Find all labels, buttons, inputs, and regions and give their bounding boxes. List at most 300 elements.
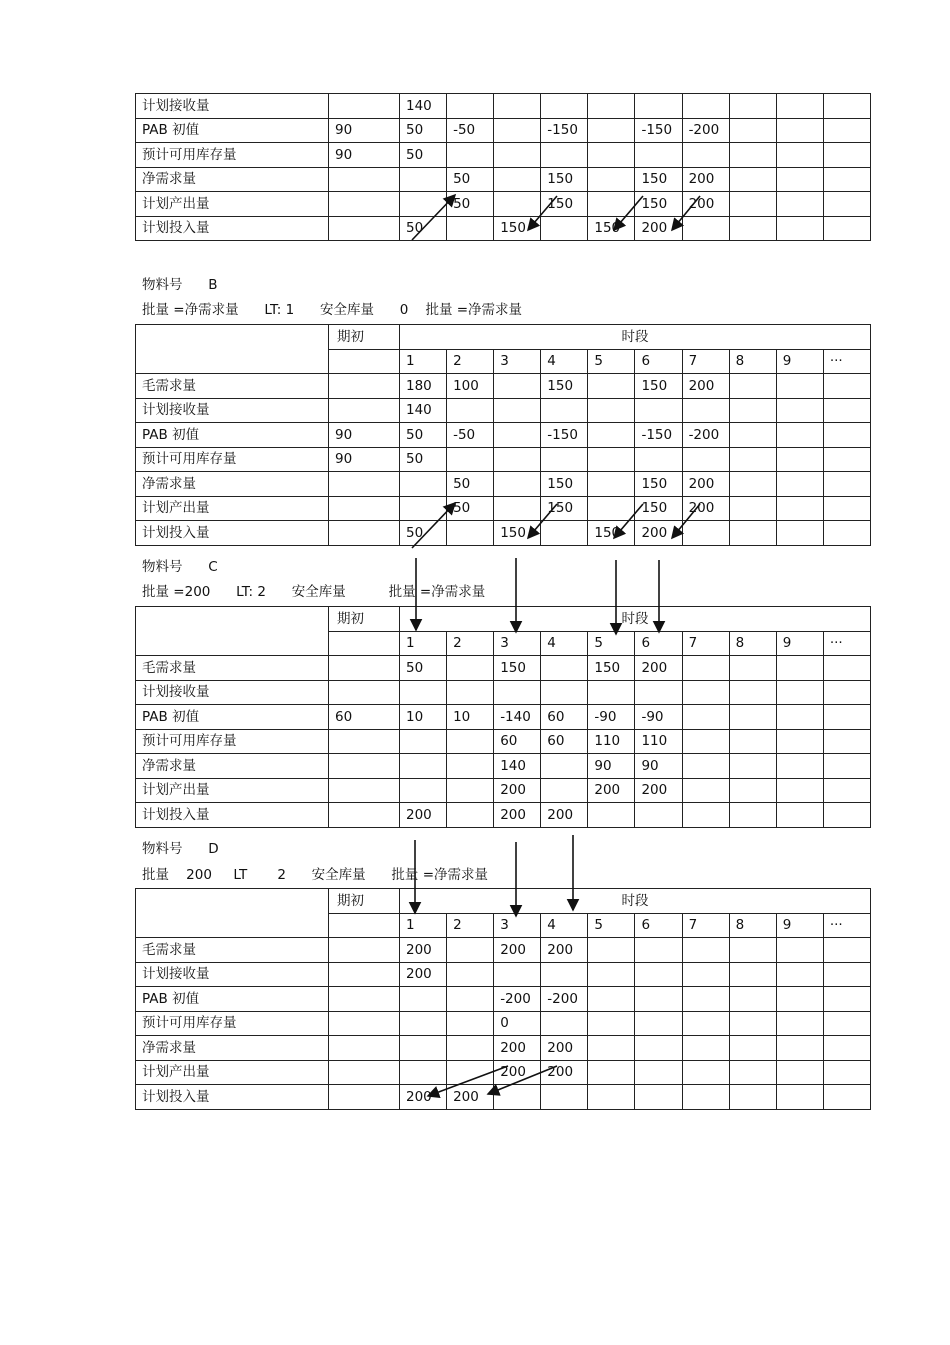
initial-value xyxy=(329,216,400,241)
period-value xyxy=(541,778,588,803)
period-value xyxy=(588,167,635,192)
row-label: 计划投入量 xyxy=(136,521,329,546)
row-label: 毛需求量 xyxy=(136,938,329,963)
period-value: 10 xyxy=(400,705,447,730)
period-value xyxy=(776,705,823,730)
period-value: 200 xyxy=(635,656,682,681)
initial-value xyxy=(329,496,400,521)
period-value: 140 xyxy=(400,94,447,119)
table-row xyxy=(136,705,871,730)
period-value xyxy=(400,1060,447,1085)
period-value xyxy=(729,803,776,828)
table-row xyxy=(136,447,871,472)
period-value xyxy=(588,496,635,521)
period-value: 200 xyxy=(447,1085,494,1110)
period-value: 110 xyxy=(588,729,635,754)
table-row xyxy=(136,94,871,119)
period-value: 200 xyxy=(494,803,541,828)
period-number: 2 xyxy=(447,349,494,374)
period-value xyxy=(776,374,823,399)
period-value xyxy=(729,1060,776,1085)
period-value xyxy=(776,521,823,546)
period-value xyxy=(400,1011,447,1036)
period-value: 200 xyxy=(541,1060,588,1085)
period-value: -90 xyxy=(588,705,635,730)
period-value xyxy=(682,803,729,828)
initial-value xyxy=(329,754,400,779)
period-value: 60 xyxy=(541,705,588,730)
period-value xyxy=(682,521,729,546)
period-value: -150 xyxy=(541,423,588,448)
table-row xyxy=(136,1036,871,1061)
period-value xyxy=(400,167,447,192)
period-value: -150 xyxy=(541,118,588,143)
period-value xyxy=(588,938,635,963)
period-value: 140 xyxy=(494,754,541,779)
period-value xyxy=(635,962,682,987)
period-value xyxy=(682,1085,729,1110)
period-value xyxy=(400,754,447,779)
period-value xyxy=(682,143,729,168)
period-value: 200 xyxy=(494,1060,541,1085)
period-value: 50 xyxy=(400,216,447,241)
period-value xyxy=(541,1085,588,1110)
period-value: 150 xyxy=(635,496,682,521)
period-value xyxy=(729,447,776,472)
period-value xyxy=(494,374,541,399)
period-value: 0 xyxy=(494,1011,541,1036)
period-value xyxy=(494,143,541,168)
period-number: 2 xyxy=(447,631,494,656)
material-b-mrp-table xyxy=(135,324,871,546)
period-value xyxy=(588,143,635,168)
period-value xyxy=(588,398,635,423)
initial-value xyxy=(329,1085,400,1110)
period-value xyxy=(823,496,870,521)
period-number: 9 xyxy=(776,913,823,938)
period-value xyxy=(729,1036,776,1061)
period-value xyxy=(588,94,635,119)
period-value xyxy=(682,216,729,241)
period-value xyxy=(682,94,729,119)
period-value: 60 xyxy=(541,729,588,754)
period-value xyxy=(682,398,729,423)
period-value: 180 xyxy=(400,374,447,399)
period-value xyxy=(682,656,729,681)
period-value xyxy=(776,118,823,143)
period-value xyxy=(447,680,494,705)
period-value xyxy=(541,94,588,119)
period-value xyxy=(541,656,588,681)
initial-value xyxy=(329,680,400,705)
period-value: 150 xyxy=(541,374,588,399)
period-value: -90 xyxy=(635,705,682,730)
period-value xyxy=(823,1085,870,1110)
period-number: 7 xyxy=(682,631,729,656)
material-d-label: 物料号 D xyxy=(142,841,219,857)
row-label: 计划接收量 xyxy=(136,94,329,119)
row-label: 预计可用库存量 xyxy=(136,1011,329,1036)
period-value xyxy=(823,1011,870,1036)
period-number: 3 xyxy=(494,631,541,656)
period-value: 150 xyxy=(588,521,635,546)
period-value: -140 xyxy=(494,705,541,730)
period-value xyxy=(494,423,541,448)
period-value xyxy=(588,1011,635,1036)
period-value xyxy=(776,472,823,497)
period-value: -50 xyxy=(447,423,494,448)
initial-value xyxy=(329,778,400,803)
period-number: ··· xyxy=(823,631,870,656)
material-c-mrp-table xyxy=(135,606,871,828)
period-value: -200 xyxy=(541,987,588,1012)
initial-value xyxy=(329,729,400,754)
row-label: 计划接收量 xyxy=(136,680,329,705)
material-c-label: 物料号 C xyxy=(142,559,218,575)
period-value xyxy=(823,374,870,399)
initial-value xyxy=(329,1036,400,1061)
period-value xyxy=(635,680,682,705)
period-value xyxy=(494,680,541,705)
material-d-mrp-table xyxy=(135,888,871,1110)
header-blank xyxy=(329,349,400,374)
period-value: 200 xyxy=(682,192,729,217)
period-value xyxy=(400,472,447,497)
period-value xyxy=(823,118,870,143)
period-value xyxy=(494,1085,541,1110)
period-value xyxy=(823,962,870,987)
period-value: 50 xyxy=(400,143,447,168)
row-label: 计划产出量 xyxy=(136,496,329,521)
period-value: 150 xyxy=(494,216,541,241)
period-value: -50 xyxy=(447,118,494,143)
row-label: 预计可用库存量 xyxy=(136,447,329,472)
period-value xyxy=(729,423,776,448)
period-value: 200 xyxy=(400,1085,447,1110)
period-value xyxy=(494,962,541,987)
period-value xyxy=(447,803,494,828)
period-value: 200 xyxy=(400,803,447,828)
table-row xyxy=(136,143,871,168)
initial-value xyxy=(329,1060,400,1085)
period-value xyxy=(400,778,447,803)
period-value xyxy=(588,962,635,987)
period-value xyxy=(776,496,823,521)
period-value: 200 xyxy=(635,778,682,803)
initial-value xyxy=(329,1011,400,1036)
period-value xyxy=(447,938,494,963)
period-number: 3 xyxy=(494,349,541,374)
period-value xyxy=(823,705,870,730)
header-period: 时段 xyxy=(400,325,871,350)
row-label: 净需求量 xyxy=(136,167,329,192)
period-number: 9 xyxy=(776,631,823,656)
period-number: 4 xyxy=(541,913,588,938)
period-value: 150 xyxy=(541,167,588,192)
period-value xyxy=(400,496,447,521)
initial-value: 90 xyxy=(329,118,400,143)
period-number: 4 xyxy=(541,349,588,374)
period-value xyxy=(729,656,776,681)
table-row xyxy=(136,778,871,803)
period-value xyxy=(588,1036,635,1061)
period-value xyxy=(776,729,823,754)
period-value xyxy=(729,1085,776,1110)
period-value: 150 xyxy=(588,656,635,681)
period-value xyxy=(823,94,870,119)
period-number: 8 xyxy=(729,631,776,656)
period-value xyxy=(588,118,635,143)
period-value xyxy=(447,1036,494,1061)
period-value xyxy=(823,938,870,963)
period-value xyxy=(823,167,870,192)
row-label: PAB 初值 xyxy=(136,705,329,730)
period-value xyxy=(823,1036,870,1061)
period-value xyxy=(635,938,682,963)
initial-value xyxy=(329,521,400,546)
period-value: -200 xyxy=(494,987,541,1012)
period-value xyxy=(729,754,776,779)
row-label: 毛需求量 xyxy=(136,374,329,399)
period-value: -150 xyxy=(635,423,682,448)
period-value xyxy=(447,987,494,1012)
period-value xyxy=(682,729,729,754)
period-value: 140 xyxy=(400,398,447,423)
period-value: 150 xyxy=(635,192,682,217)
period-value xyxy=(729,94,776,119)
period-value xyxy=(494,118,541,143)
table-row xyxy=(136,656,871,681)
table-row xyxy=(136,167,871,192)
period-value: 200 xyxy=(635,521,682,546)
row-label: 毛需求量 xyxy=(136,656,329,681)
period-value: 90 xyxy=(635,754,682,779)
initial-value xyxy=(329,398,400,423)
period-value xyxy=(588,192,635,217)
period-value xyxy=(776,167,823,192)
period-number: 1 xyxy=(400,631,447,656)
period-value xyxy=(823,803,870,828)
table-row xyxy=(136,472,871,497)
period-value xyxy=(729,192,776,217)
material-b-label: 物料号 B xyxy=(142,277,218,293)
initial-value xyxy=(329,167,400,192)
period-number: ··· xyxy=(823,913,870,938)
material-b-params: 批量 =净需求量 LT: 1 安全库量 0 批量 =净需求量 xyxy=(142,302,523,318)
period-value xyxy=(541,754,588,779)
initial-value xyxy=(329,938,400,963)
period-value xyxy=(447,447,494,472)
period-value xyxy=(541,216,588,241)
period-value: -150 xyxy=(635,118,682,143)
period-number: 6 xyxy=(635,913,682,938)
table-row xyxy=(136,803,871,828)
period-value xyxy=(494,94,541,119)
initial-value: 90 xyxy=(329,423,400,448)
period-value xyxy=(541,1011,588,1036)
period-value xyxy=(682,938,729,963)
period-number: 5 xyxy=(588,913,635,938)
table-row xyxy=(136,423,871,448)
table-row xyxy=(136,496,871,521)
period-value: 50 xyxy=(400,118,447,143)
period-value xyxy=(635,94,682,119)
period-value xyxy=(823,521,870,546)
row-label: 计划接收量 xyxy=(136,962,329,987)
period-value: 150 xyxy=(635,374,682,399)
period-value xyxy=(823,729,870,754)
period-value xyxy=(776,803,823,828)
period-value: 150 xyxy=(494,656,541,681)
period-value: 50 xyxy=(400,447,447,472)
initial-value xyxy=(329,656,400,681)
period-value xyxy=(823,987,870,1012)
period-number: 8 xyxy=(729,349,776,374)
table-row xyxy=(136,1060,871,1085)
header-blank xyxy=(329,631,400,656)
period-value xyxy=(400,680,447,705)
period-value xyxy=(729,705,776,730)
period-value xyxy=(494,167,541,192)
period-value xyxy=(776,1036,823,1061)
period-value: 50 xyxy=(400,423,447,448)
period-value xyxy=(588,1060,635,1085)
period-value xyxy=(682,1060,729,1085)
period-value xyxy=(729,1011,776,1036)
period-value xyxy=(776,1060,823,1085)
period-value xyxy=(776,398,823,423)
period-value: 150 xyxy=(541,192,588,217)
period-value xyxy=(682,962,729,987)
table-row xyxy=(136,374,871,399)
period-value xyxy=(729,729,776,754)
period-value: 200 xyxy=(400,938,447,963)
period-value xyxy=(776,1011,823,1036)
table-row xyxy=(136,962,871,987)
period-value: 200 xyxy=(400,962,447,987)
period-value: 200 xyxy=(682,167,729,192)
period-value xyxy=(823,398,870,423)
period-number: 6 xyxy=(635,349,682,374)
row-label: 计划投入量 xyxy=(136,803,329,828)
period-value xyxy=(729,962,776,987)
period-value xyxy=(447,962,494,987)
period-value xyxy=(541,398,588,423)
period-value xyxy=(823,680,870,705)
period-number: 8 xyxy=(729,913,776,938)
period-value xyxy=(635,143,682,168)
period-value xyxy=(729,680,776,705)
table-row xyxy=(136,1011,871,1036)
initial-value xyxy=(329,987,400,1012)
period-value: 200 xyxy=(494,938,541,963)
period-value xyxy=(823,216,870,241)
period-value xyxy=(447,656,494,681)
period-value: 10 xyxy=(447,705,494,730)
period-number: 1 xyxy=(400,349,447,374)
period-value xyxy=(588,423,635,448)
period-number: 4 xyxy=(541,631,588,656)
period-value xyxy=(776,94,823,119)
period-value xyxy=(776,1085,823,1110)
period-value xyxy=(400,192,447,217)
period-value xyxy=(494,496,541,521)
period-value xyxy=(635,1011,682,1036)
period-value xyxy=(588,1085,635,1110)
period-number: 2 xyxy=(447,913,494,938)
table-row xyxy=(136,118,871,143)
period-value xyxy=(682,1011,729,1036)
header-period: 时段 xyxy=(400,607,871,632)
table-row xyxy=(136,754,871,779)
period-value xyxy=(494,398,541,423)
period-value xyxy=(729,521,776,546)
period-value xyxy=(776,987,823,1012)
period-value xyxy=(494,192,541,217)
table-row xyxy=(136,398,871,423)
period-value: 150 xyxy=(541,472,588,497)
period-value xyxy=(682,680,729,705)
initial-value: 90 xyxy=(329,447,400,472)
period-value: 150 xyxy=(588,216,635,241)
period-value: 200 xyxy=(682,472,729,497)
period-value xyxy=(400,1036,447,1061)
period-value xyxy=(447,398,494,423)
period-value xyxy=(729,398,776,423)
period-value: 200 xyxy=(494,1036,541,1061)
period-number: 6 xyxy=(635,631,682,656)
table-row xyxy=(136,729,871,754)
period-value: 50 xyxy=(447,167,494,192)
period-value: 50 xyxy=(447,496,494,521)
period-value: 200 xyxy=(541,803,588,828)
row-label: 计划产出量 xyxy=(136,192,329,217)
period-value xyxy=(541,521,588,546)
period-value xyxy=(588,680,635,705)
period-value xyxy=(729,938,776,963)
period-number: 1 xyxy=(400,913,447,938)
period-value: 150 xyxy=(635,472,682,497)
period-value xyxy=(635,447,682,472)
period-value: 50 xyxy=(400,656,447,681)
period-value xyxy=(635,398,682,423)
period-value: 200 xyxy=(588,778,635,803)
period-value xyxy=(541,143,588,168)
period-value xyxy=(541,447,588,472)
initial-value xyxy=(329,94,400,119)
table-row xyxy=(136,1085,871,1110)
period-value xyxy=(776,447,823,472)
period-value xyxy=(776,680,823,705)
period-value xyxy=(823,143,870,168)
header-blank xyxy=(136,607,329,656)
material-d-params: 批量 200 LT 2 安全库量 批量 =净需求量 xyxy=(142,867,489,883)
period-value xyxy=(588,987,635,1012)
period-value xyxy=(588,374,635,399)
period-value: -200 xyxy=(682,423,729,448)
period-value: 110 xyxy=(635,729,682,754)
row-label: 计划产出量 xyxy=(136,778,329,803)
period-number: 7 xyxy=(682,913,729,938)
table-row xyxy=(136,192,871,217)
period-value xyxy=(823,447,870,472)
material-c-params: 批量 =200 LT: 2 安全库量 批量 =净需求量 xyxy=(142,584,486,600)
row-label: 净需求量 xyxy=(136,1036,329,1061)
header-initial: 期初 xyxy=(329,325,400,350)
period-value xyxy=(823,472,870,497)
period-value: 90 xyxy=(588,754,635,779)
period-value xyxy=(400,729,447,754)
